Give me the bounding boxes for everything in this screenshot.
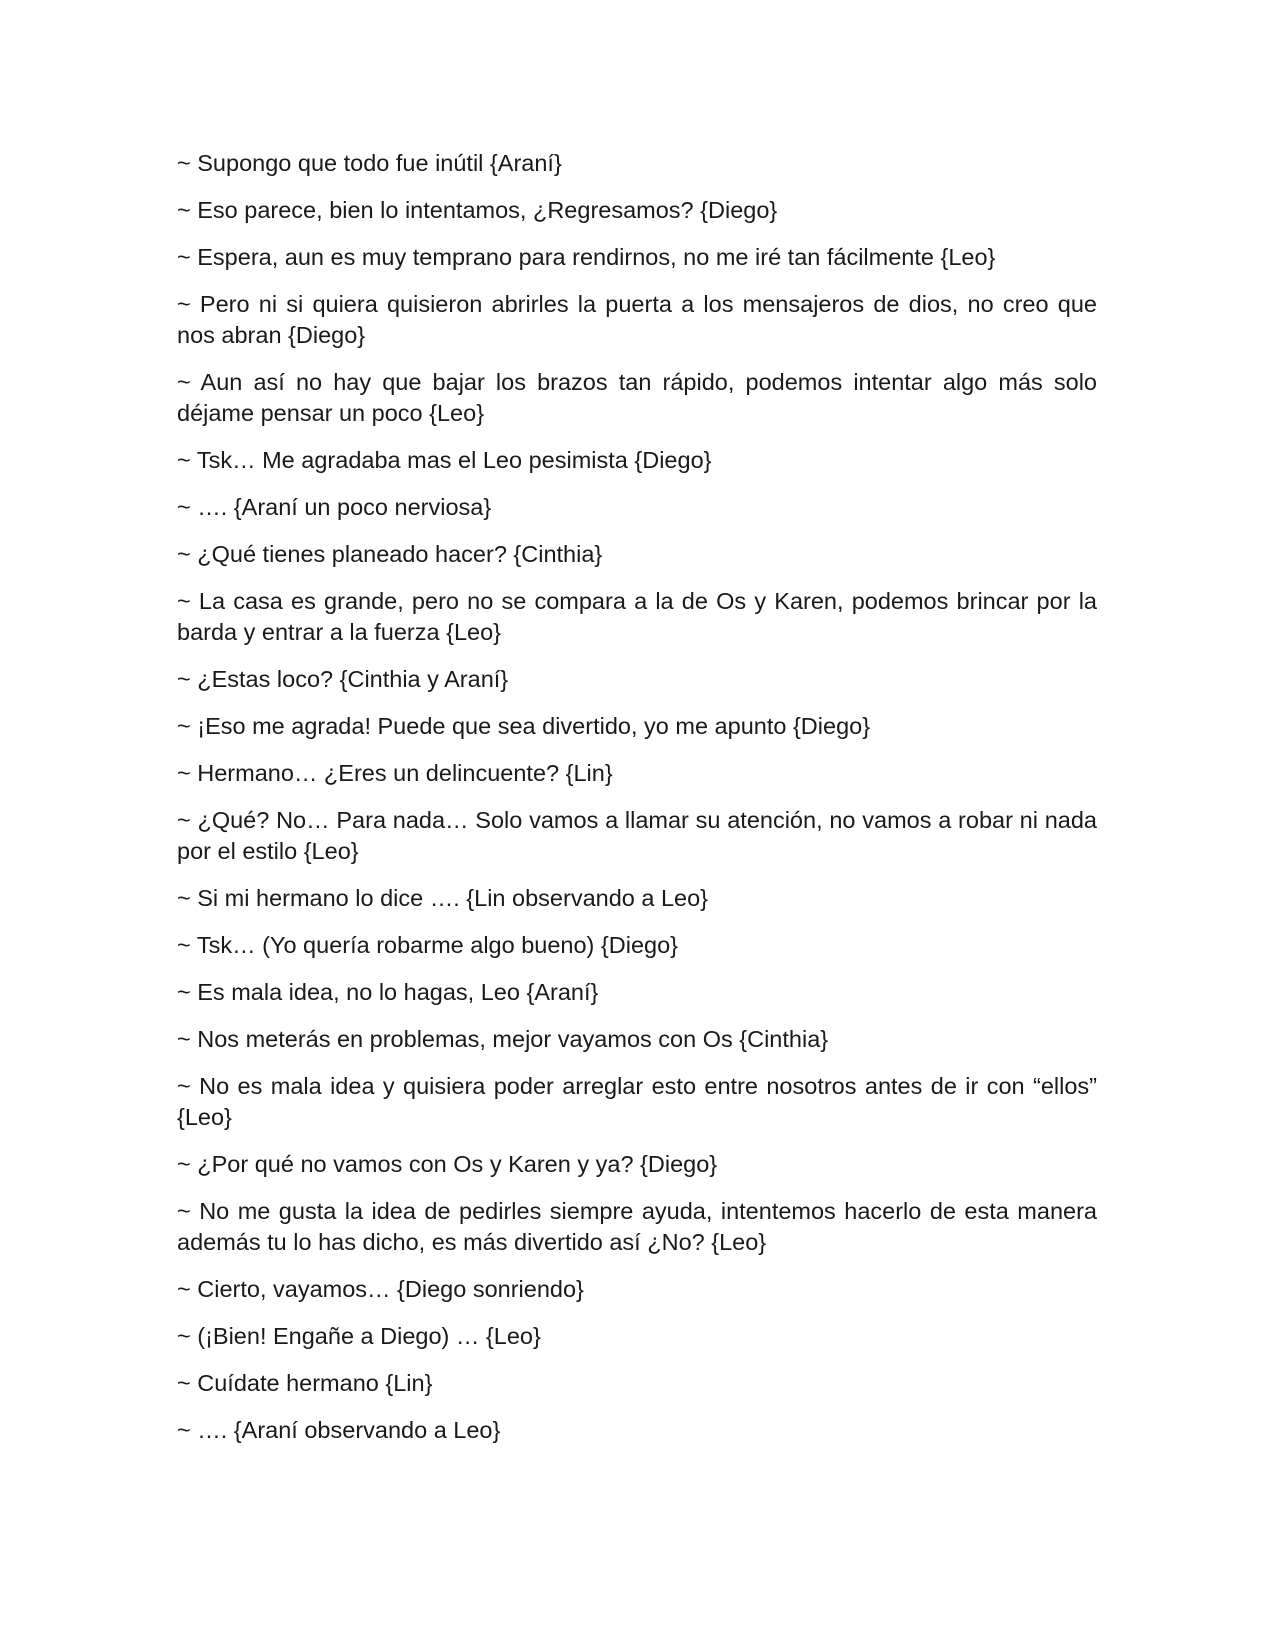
dialogue-line: ~ La casa es grande, pero no se compara a la de Os y Karen, podemos brincar por la barda y entrar a la fuerza {Leo}	[177, 588, 1097, 645]
dialogue-line: ~ Tsk… (Yo quería robarme algo bueno) {Diego}	[177, 932, 679, 958]
dialogue-line: ~ Supongo que todo fue inútil {Araní}	[177, 150, 562, 176]
dialogue-line: ~ Si mi hermano lo dice …. {Lin observando a Leo}	[177, 885, 709, 911]
dialogue-line: ~ ¿Por qué no vamos con Os y Karen y ya? {Diego}	[177, 1151, 718, 1177]
dialogue-line: ~ Cierto, vayamos… {Diego sonriendo}	[177, 1276, 584, 1302]
dialogue-line: ~ Nos meterás en problemas, mejor vayamos con Os {Cinthia}	[177, 1026, 829, 1052]
dialogue-line: ~ ¿Qué? No… Para nada… Solo vamos a llamar su atención, no vamos a robar ni nada por el estilo {Leo}	[177, 807, 1097, 864]
dialogue-line: ~ Es mala idea, no lo hagas, Leo {Araní}	[177, 979, 599, 1005]
dialogue-line: ~ ¿Estas loco? {Cinthia y Araní}	[177, 666, 509, 692]
dialogue-line: ~ …. {Araní observando a Leo}	[177, 1417, 501, 1443]
dialogue-line: ~ Cuídate hermano {Lin}	[177, 1370, 433, 1396]
dialogue-line: ~ ¡Eso me agrada! Puede que sea divertido, yo me apunto {Diego}	[177, 713, 871, 739]
dialogue-line: ~ (¡Bien! Engañe a Diego) … {Leo}	[177, 1323, 541, 1349]
dialogue-line: ~ Espera, aun es muy temprano para rendirnos, no me iré tan fácilmente {Leo}	[177, 244, 996, 270]
dialogue-line: ~ ¿Qué tienes planeado hacer? {Cinthia}	[177, 541, 603, 567]
dialogue-line: ~ …. {Araní un poco nerviosa}	[177, 494, 492, 520]
dialogue-line: ~ Pero ni si quiera quisieron abrirles la puerta a los mensajeros de dios, no creo que nos abran {Diego}	[177, 291, 1097, 348]
dialogue-line: ~ Eso parece, bien lo intentamos, ¿Regresamos? {Diego}	[177, 197, 778, 223]
dialogue-line: ~ Tsk… Me agradaba mas el Leo pesimista {Diego}	[177, 447, 712, 473]
dialogue-line: ~ No es mala idea y quisiera poder arreglar esto entre nosotros antes de ir con “ellos” {Leo}	[177, 1073, 1097, 1130]
dialogue-line: ~ Aun así no hay que bajar los brazos tan rápido, podemos intentar algo más solo déjame pensar un poco {Leo}	[177, 369, 1097, 426]
dialogue-line: ~ Hermano… ¿Eres un delincuente? {Lin}	[177, 760, 613, 786]
dialogue-line: ~ No me gusta la idea de pedirles siempre ayuda, intentemos hacerlo de esta manera además tu lo has dicho, es más divertido así ¿No? {Leo}	[177, 1198, 1097, 1255]
dialogue-text	[177, 148, 1097, 1462]
